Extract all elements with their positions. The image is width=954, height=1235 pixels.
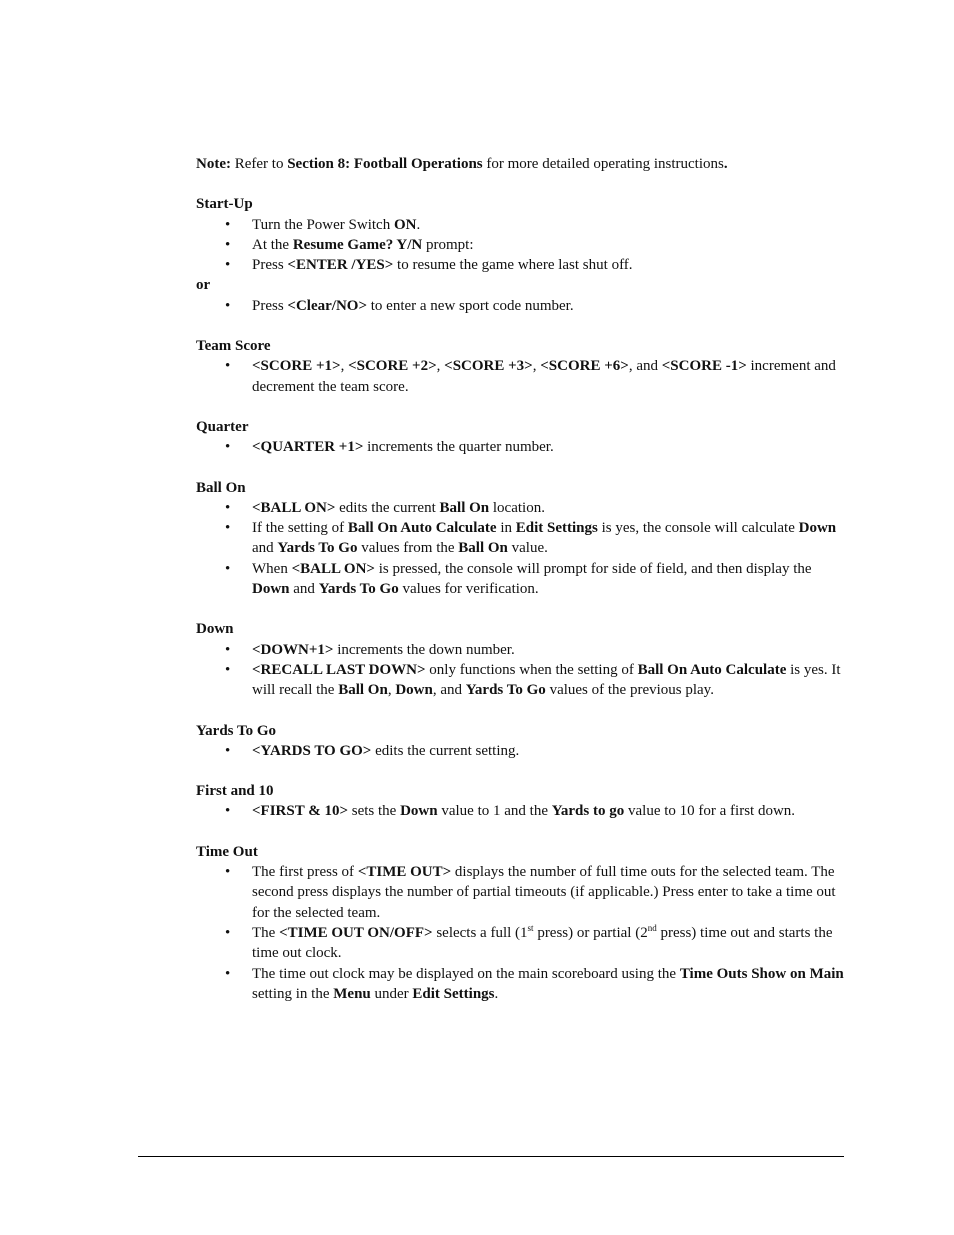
or-label: or [196, 277, 211, 294]
bullet-item: • If the setting of Ball On Auto Calculate in Edit Settings is yes, the console will calculate Down and Yards To Go values from the Ball On value. [196, 518, 846, 559]
section-heading: First and 10 [196, 783, 274, 800]
section-heading: Time Out [196, 843, 258, 860]
bullet-item: • When <BALL ON> is pressed, the console will prompt for side of field, and then display the Down and Yards To Go values for verification. [196, 559, 846, 600]
bullet-list [196, 498, 846, 599]
section-quarter [196, 417, 846, 458]
section-yards-to-go [196, 721, 846, 762]
section-heading: Team Score [196, 338, 271, 355]
section-heading: Down [196, 621, 234, 638]
note-period: . [723, 156, 728, 172]
section-reference: Section 8: Football Operations [287, 156, 483, 172]
bullet-item: • <DOWN+1> increments the down number. [196, 640, 846, 660]
bullet-item: • The first press of <TIME OUT> displays the number of full time outs for the selected team. The second press displays the number of partial timeouts (if applicable.) Press enter to take a time out for the selected team. [196, 862, 846, 923]
bullet-item: • <QUARTER +1> increments the quarter number. [196, 437, 846, 457]
bullet-list [196, 296, 846, 316]
section-team-score [196, 336, 846, 397]
bullet-item: • <YARDS TO GO> edits the current setting. [196, 741, 846, 761]
footer-divider [138, 1156, 844, 1157]
bullet-item: • Turn the Power Switch ON. [196, 215, 846, 235]
section-down [196, 619, 846, 700]
bullet-list [196, 801, 846, 821]
note-text: Refer to [230, 156, 288, 172]
bullet-item: • <RECALL LAST DOWN> only functions when the setting of Ball On Auto Calculate is yes. It will recall the Ball On, Down, and Yards To Go values of the previous play. [196, 660, 846, 701]
bullet-item: • The <TIME OUT ON/OFF> selects a full (1st press) or partial (2nd press) time out and starts the time out clock. [196, 923, 846, 964]
section-first-and-10 [196, 781, 846, 822]
section-start-up [196, 194, 846, 316]
note-paragraph [196, 154, 846, 174]
section-heading: Start-Up [196, 196, 253, 213]
document-body [196, 154, 846, 1024]
bullet-item: • The time out clock may be displayed on the main scoreboard using the Time Outs Show on Main setting in the Menu under Edit Settings. [196, 964, 846, 1005]
bullet-list [196, 437, 846, 457]
note-text: for more detailed operating instructions [482, 156, 724, 172]
bullet-item: • <SCORE +1>, <SCORE +2>, <SCORE +3>, <SCORE +6>, and <SCORE -1> increment and decrement the team score. [196, 356, 846, 397]
section-heading: Quarter [196, 418, 249, 435]
note-label: Note: [196, 156, 231, 172]
bullet-item: • Press <Clear/NO> to enter a new sport code number. [196, 296, 846, 316]
bullet-item: • Press <ENTER /YES> to resume the game where last shut off. [196, 255, 846, 275]
bullet-list [196, 862, 846, 1004]
bullet-list [196, 356, 846, 397]
section-ball-on [196, 478, 846, 600]
bullet-list [196, 215, 846, 276]
section-heading: Ball On [196, 479, 246, 496]
bullet-list [196, 741, 846, 761]
section-heading: Yards To Go [196, 722, 277, 739]
bullet-item: • At the Resume Game? Y/N prompt: [196, 235, 846, 255]
bullet-item: • <BALL ON> edits the current Ball On location. [196, 498, 846, 518]
bullet-item: • <FIRST & 10> sets the Down value to 1 and the Yards to go value to 10 for a first down. [196, 801, 846, 821]
section-time-out [196, 842, 846, 1004]
bullet-list [196, 640, 846, 701]
